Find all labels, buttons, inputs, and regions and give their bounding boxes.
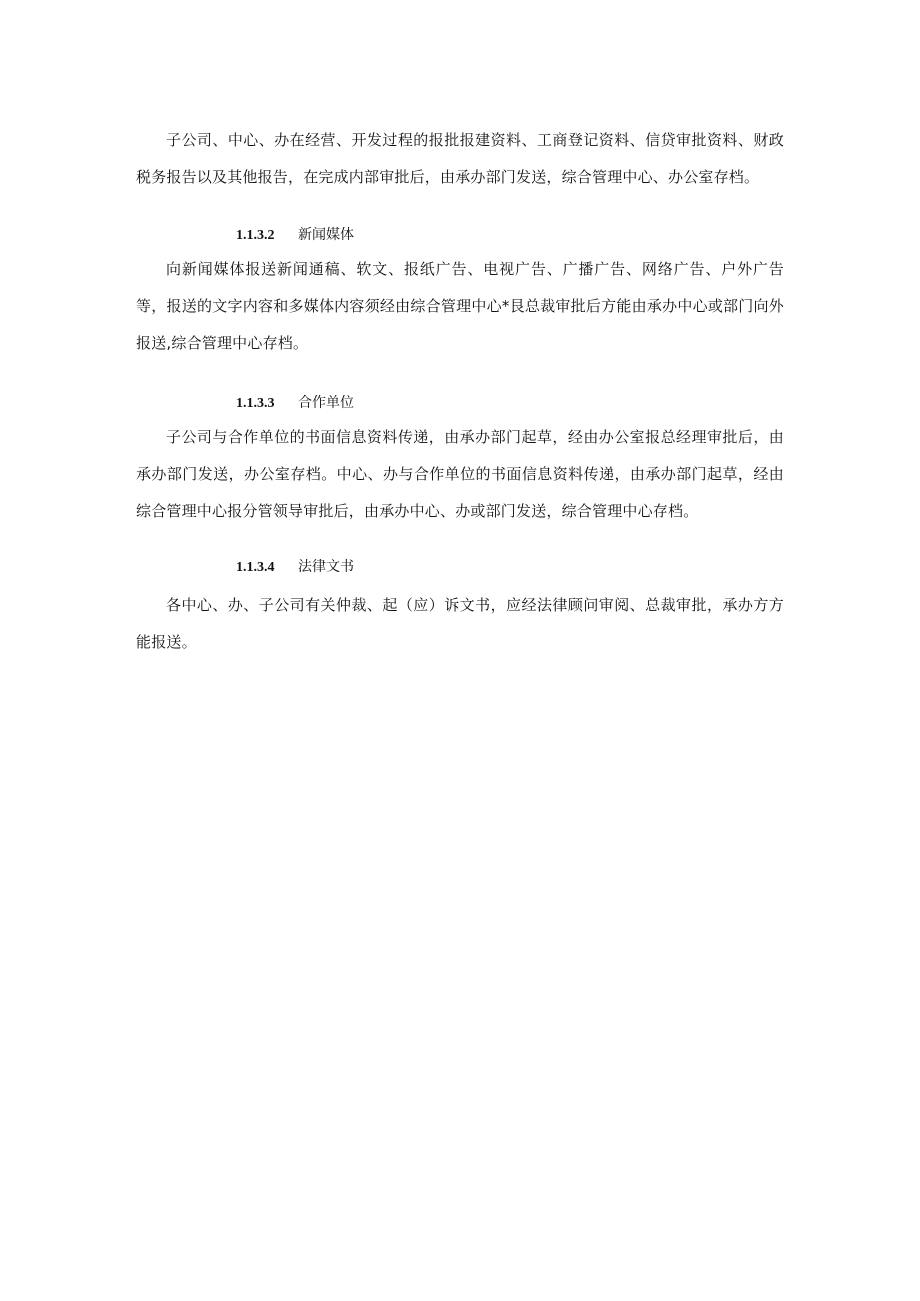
section-title: 新闻媒体: [298, 227, 354, 243]
section-number: 1.1.3.4: [236, 560, 275, 575]
section-heading-legal-documents: [236, 557, 354, 578]
section-title: 合作单位: [298, 395, 354, 411]
section-number: 1.1.3.3: [236, 396, 275, 411]
paragraph-partners: 子公司与合作单位的书面信息资料传递，由承办部门起草，经由办公室报总经理审批后，由承办部门发送，办公室存档。中心、办与合作单位的书面信息资料传递，由承办部门起草，经由综合管理中心报分管领导审批后，由承办中心、办或部门发送，综合管理中心存档。: [136, 428, 784, 520]
section-number: 1.1.3.2: [236, 228, 275, 243]
paragraph-news-media: 向新闻媒体报送新闻通稿、软文、报纸广告、电视广告、广播广告、网络广告、户外广告等，报送的文字内容和多媒体内容须经由综合管理中心*艮总裁审批后方能由承办中心或部门向外报送,综合管理中心存档。: [136, 260, 784, 352]
section-heading-news-media: [236, 225, 354, 246]
paragraph-reporting-materials: 子公司、中心、办在经营、开发过程的报批报建资料、工商登记资料、信贷审批资料、财政税务报告以及其他报告，在完成内部审批后，由承办部门发送，综合管理中心、办公室存档。: [136, 131, 784, 186]
section-title: 法律文书: [298, 559, 354, 575]
paragraph-legal-documents: 各中心、办、子公司有关仲裁、起（应）诉文书，应经法律顾问审阅、总裁审批，承办方方能报送。: [136, 596, 784, 651]
section-heading-partners: [236, 393, 354, 414]
